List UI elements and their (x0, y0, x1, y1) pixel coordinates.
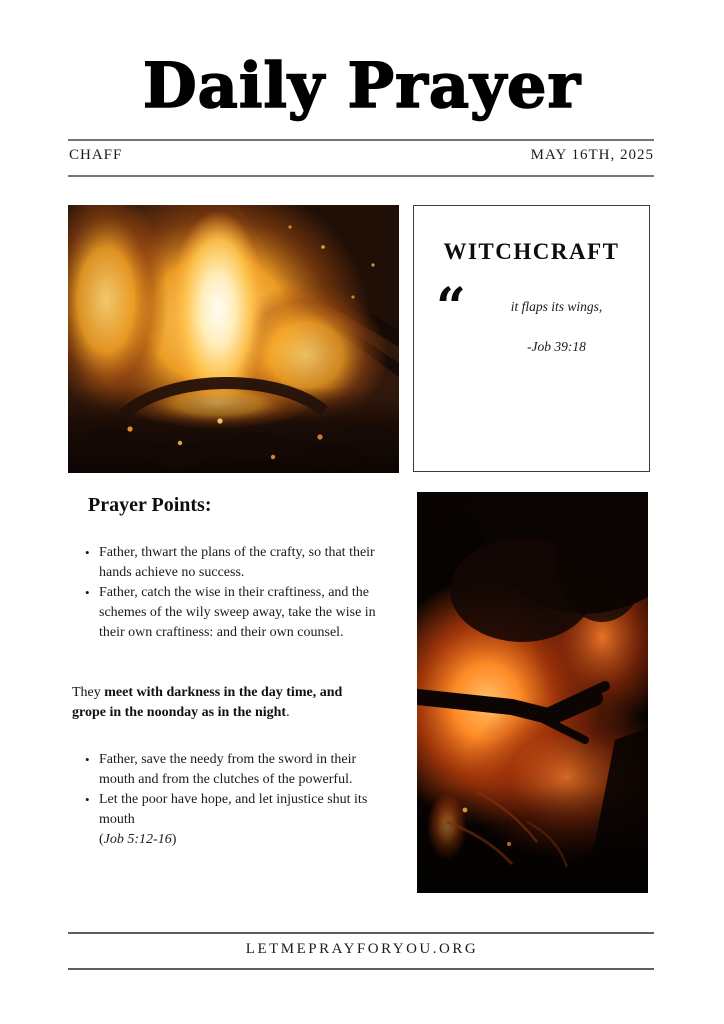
prayer-points-list-bottom (84, 750, 376, 850)
quote-citation: -Job 39:18 (527, 339, 586, 354)
footer-rule-bottom (68, 968, 654, 970)
prayer-point-item (84, 750, 376, 790)
footer-site-url: LETMEPRAYFORYOU.ORG (245, 941, 479, 957)
embers-fire-illustration (417, 492, 648, 893)
open-quote-icon: “ (436, 277, 466, 338)
quote-row (436, 277, 635, 355)
prayer-point-item (84, 790, 376, 850)
emphasis-suffix: . (286, 705, 290, 720)
prayer-point-text: Father, thwart the plans of the crafty, so that their hands achieve no success. (99, 545, 375, 580)
quote-card (413, 205, 650, 472)
embers-fire-photo (417, 492, 648, 893)
prayer-point-item (84, 543, 376, 583)
dateline: MAY 16TH, 2025 (530, 147, 654, 163)
footer-rule-top (68, 932, 654, 934)
prayer-points-heading: Prayer Points: (88, 494, 212, 516)
prayer-points-list-top (84, 543, 376, 643)
prayer-point-text: Let the poor have hope, and let injustice shut its mouth (99, 792, 368, 827)
quote-column (478, 293, 635, 355)
header-rule-bottom (68, 175, 654, 177)
citation-open-paren: ( (99, 832, 104, 847)
emphasis-prefix: They (72, 685, 105, 700)
header-rule-top (68, 139, 654, 141)
emphasis-bold-text: meet with darkness in the day time, and grope in the noonday as in the night (72, 685, 343, 720)
forge-fire-photo (68, 205, 399, 473)
citation-text: Job 5:12-16 (103, 832, 172, 847)
masthead-title: Daily Prayer (142, 49, 582, 122)
forge-fire-illustration (68, 205, 399, 473)
prayer-point-text: Father, catch the wise in their craftiness, and the schemes of the wily sweep away, take the wise in their own craftiness: and their own counsel. (99, 585, 376, 640)
prayer-point-text: Father, save the needy from the sword in their mouth and from the clutches of the powerful. (99, 752, 357, 787)
kicker-label: CHAFF (69, 147, 123, 163)
citation-close-paren: ) (171, 832, 177, 847)
scripture-emphasis-paragraph (72, 683, 374, 723)
quote-text: it flaps its wings, (510, 299, 603, 314)
scripture-reference (99, 832, 176, 847)
quote-card-title: WITCHCRAFT (443, 239, 620, 264)
prayer-point-item (84, 583, 376, 643)
